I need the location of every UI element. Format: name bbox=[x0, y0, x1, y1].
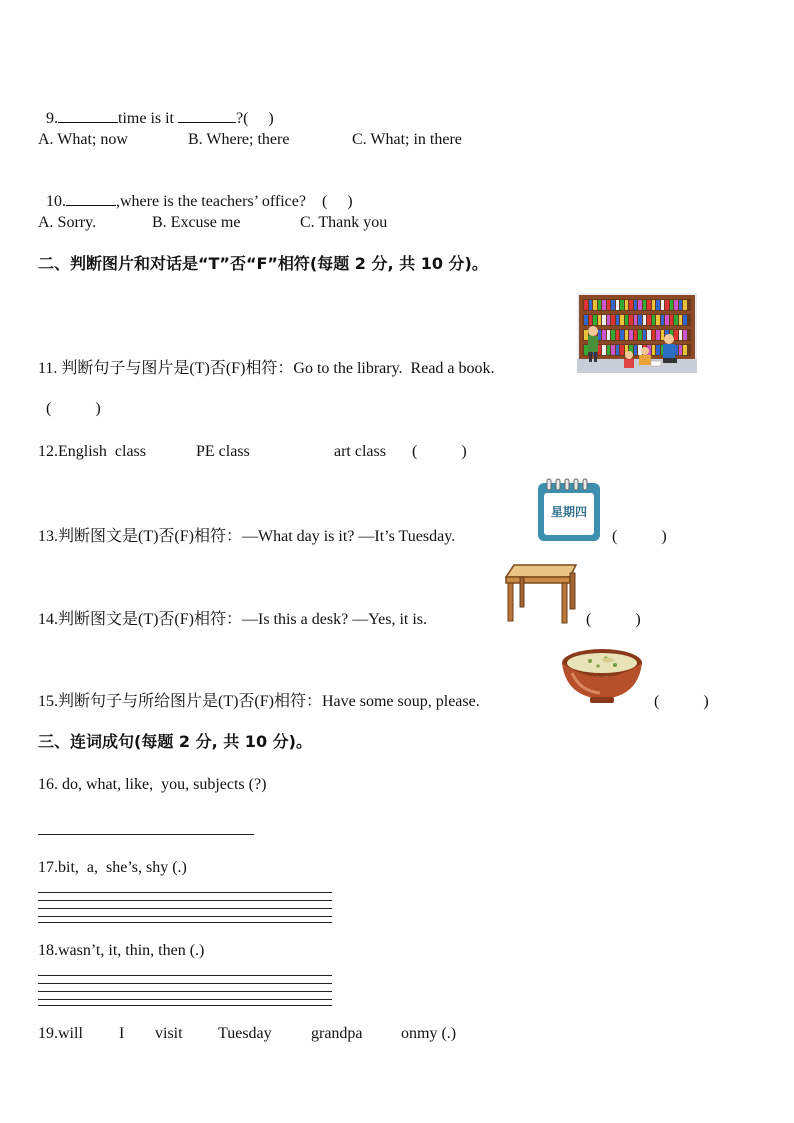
q10-option-b[interactable]: B. Excuse me bbox=[152, 214, 241, 231]
q10-option-c[interactable]: C. Thank you bbox=[300, 214, 388, 231]
q17-answer-line-4[interactable] bbox=[38, 916, 332, 917]
q9-option-a[interactable]: A. What; now bbox=[38, 131, 128, 148]
q15-text: 15.判断句子与所给图片是(T)否(F)相符：Have some soup, please. bbox=[38, 693, 480, 710]
q13-text: 13.判断图文是(T)否(F)相符：—What day is it? —It’s Tuesday. bbox=[38, 528, 456, 545]
calendar-icon bbox=[536, 477, 602, 543]
q19-word-2: I bbox=[119, 1025, 125, 1042]
soup-bowl-picture bbox=[560, 645, 644, 707]
q12-pe-class: PE class bbox=[196, 443, 250, 460]
calendar-label: 星期四 bbox=[550, 505, 587, 519]
q10-option-a[interactable]: A. Sorry. bbox=[38, 214, 97, 231]
q9-blank-2[interactable] bbox=[178, 108, 236, 123]
q9-option-c[interactable]: C. What; in there bbox=[352, 131, 462, 148]
q18-text: 18.wasn’t, it, thin, then (.) bbox=[38, 942, 205, 959]
q9-text: time is it bbox=[118, 110, 174, 127]
q13-answer-paren[interactable]: ( ) bbox=[612, 528, 667, 545]
q18-answer-line-4[interactable] bbox=[38, 999, 332, 1000]
q18-answer-line-5[interactable] bbox=[38, 1005, 332, 1006]
q18-answer-line-3[interactable] bbox=[38, 991, 332, 992]
q12-art-class: art class bbox=[334, 443, 386, 460]
q18-answer-line-1[interactable] bbox=[38, 975, 332, 976]
q16-text: 16. do, what, like, you, subjects (?) bbox=[38, 776, 267, 793]
q11-text: 11. 判断句子与图片是(T)否(F)相符：Go to the library. Read a book. bbox=[38, 360, 495, 377]
section-2-title: 二、判断图片和对话是“T”否“F”相符(每题 2 分, 共 10 分)。 bbox=[38, 254, 488, 273]
q9-end: ?( ) bbox=[236, 110, 274, 127]
q14-text: 14.判断图文是(T)否(F)相符：—Is this a desk? —Yes, it is. bbox=[38, 611, 428, 628]
q17-answer-line-2[interactable] bbox=[38, 900, 332, 901]
q11-answer-paren[interactable]: ( ) bbox=[46, 400, 101, 417]
q19-word-4: Tuesday bbox=[218, 1025, 272, 1042]
q19-word-6: onmy (.) bbox=[401, 1025, 457, 1042]
q18-answer-line-2[interactable] bbox=[38, 983, 332, 984]
q19-word-1: 19.will bbox=[38, 1025, 83, 1042]
q17-text: 17.bit, a, she’s, shy (.) bbox=[38, 859, 187, 876]
q17-answer-line-1[interactable] bbox=[38, 892, 332, 893]
q15-answer-paren[interactable]: ( ) bbox=[654, 693, 709, 710]
q10-number: 10. bbox=[46, 193, 66, 210]
q14-answer-paren[interactable]: ( ) bbox=[586, 611, 641, 628]
q16-answer-line[interactable] bbox=[38, 834, 254, 835]
q10-text: ,where is the teachers’ office? ( ) bbox=[116, 193, 353, 210]
question-9 bbox=[38, 88, 274, 129]
q12-answer-paren[interactable]: ( ) bbox=[412, 443, 467, 460]
library-picture bbox=[577, 293, 697, 373]
q12-english-class: 12.English class bbox=[38, 443, 146, 460]
q9-blank-1[interactable] bbox=[58, 108, 118, 123]
q17-answer-line-5[interactable] bbox=[38, 922, 332, 923]
section-3-title: 三、连词成句(每题 2 分, 共 10 分)。 bbox=[38, 732, 312, 751]
q9-option-b[interactable]: B. Where; there bbox=[188, 131, 290, 148]
q10-blank[interactable] bbox=[66, 191, 116, 206]
q19-word-5: grandpa bbox=[311, 1025, 363, 1042]
question-10 bbox=[38, 171, 353, 212]
desk-picture bbox=[500, 563, 578, 625]
q17-answer-line-3[interactable] bbox=[38, 908, 332, 909]
q19-word-3: visit bbox=[155, 1025, 183, 1042]
q9-number: 9. bbox=[46, 110, 58, 127]
